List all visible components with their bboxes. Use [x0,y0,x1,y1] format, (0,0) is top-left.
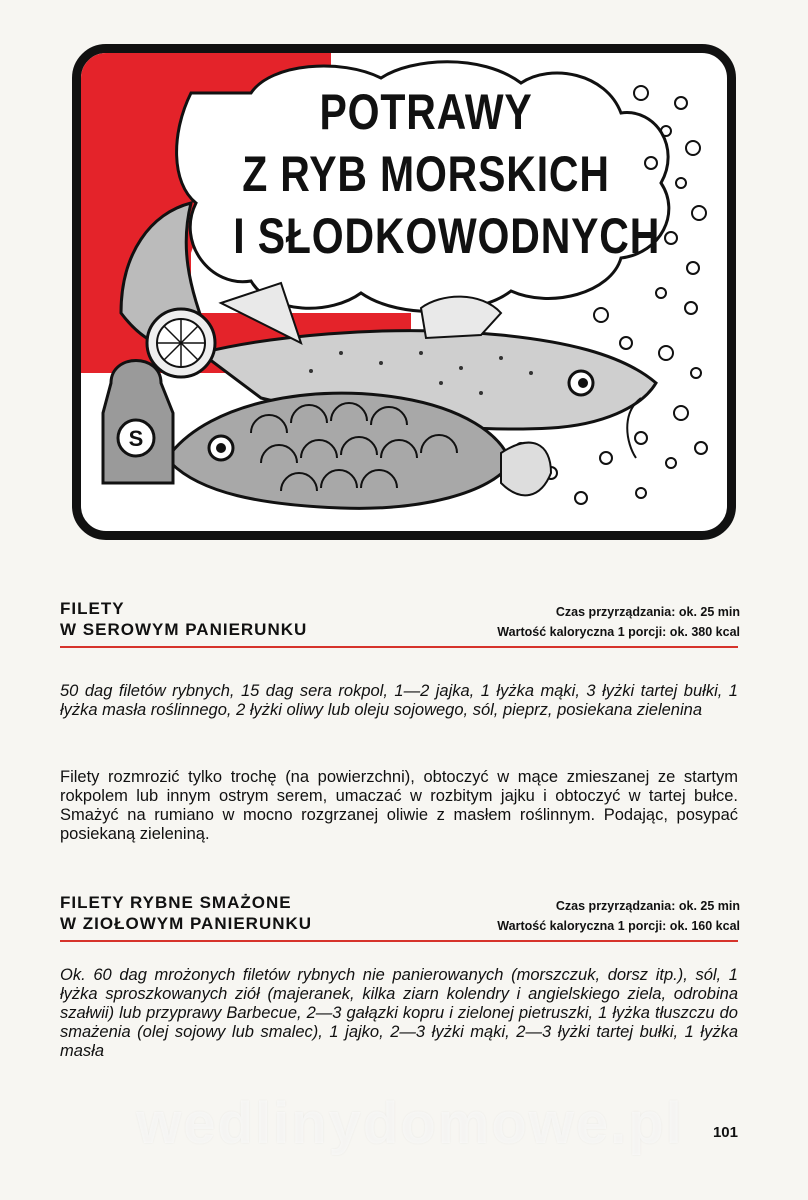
lemon-slice [147,309,215,377]
shaker-letter: S [128,426,144,451]
title-banner [72,44,736,540]
recipe-1-instructions: Filety rozmrozić tylko trochę (na powierzchni), obtoczyć w mące zmieszanej ze startym rokpolem lub innym ostrym serem, umaczać w rozbitym jajku i obtoczyć w tartej bułce. Smażyć na rumiano w mocno rozgrzanej oliwie z masłem roślinnym. Podając, posypać posiekaną zieleniną. [60,768,738,843]
watermark: wedlinydomowe.pl [136,1091,684,1156]
title-line-3: I SŁODKOWODNYCH [233,208,661,264]
recipe-2-calories: Wartość kaloryczna 1 porcji: ok. 160 kcal [497,919,740,933]
recipe-1-prep-time: Czas przyrządzania: ok. 25 min [555,605,740,619]
page-number: 101 [712,1124,738,1141]
recipe-1-title-line-1: FILETY [60,599,125,618]
recipe-1-ingredients: 50 dag filetów rybnych, 15 dag sera rokpol, 1—2 jajka, 1 łyżka mąki, 3 łyżki tartej bułki, 1 łyżka masła roślinnego, 2 łyżki oliwy lub oleju sojowego, sól, pieprz, posiekana zielenina [60,682,738,719]
recipe-2-title [60,892,312,934]
title-line-1: POTRAWY [319,84,533,140]
recipe-2-divider [60,940,738,942]
recipe-2-header [60,892,740,938]
chapter-title [233,81,661,267]
recipe-2-ingredients: Ok. 60 dag mrożonych filetów rybnych nie panierowanych (morszczuk, dorsz itp.), sól, 1 łyżka sproszkowanych ziół (majeranek, kilka ziarn kolendry i angielskiego ziela, odrobina szałwii) lub przyprawy Barbecue, 2—3 gałązki kopru i zielonej pietruszki, 1 łyżka tłuszczu do smażenia (olej sojowy lub smalec), 1 jajko, 2—3 łyżki mąki, 2—3 łyżki tartej bułki, 1 łyżka masła [60,966,738,1060]
salt-shaker [103,361,173,484]
recipe-1-header [60,598,740,644]
recipe-2-meta [497,896,740,936]
recipe-2-title-line-2: W ZIOŁOWYM PANIERUNKU [60,914,313,933]
recipe-1-calories: Wartość kaloryczna 1 porcji: ok. 380 kcal [497,625,740,639]
recipe-2-title-line-1: FILETY RYBNE SMAŻONE [60,893,292,912]
title-line-2: Z RYB MORSKICH [242,146,610,202]
recipe-1-title-line-2: W SEROWYM PANIERUNKU [60,620,308,639]
recipe-1-title [60,598,307,640]
recipe-1-meta [497,602,740,642]
recipe-2-prep-time: Czas przyrządzania: ok. 25 min [555,899,740,913]
recipe-1-divider [60,646,738,648]
